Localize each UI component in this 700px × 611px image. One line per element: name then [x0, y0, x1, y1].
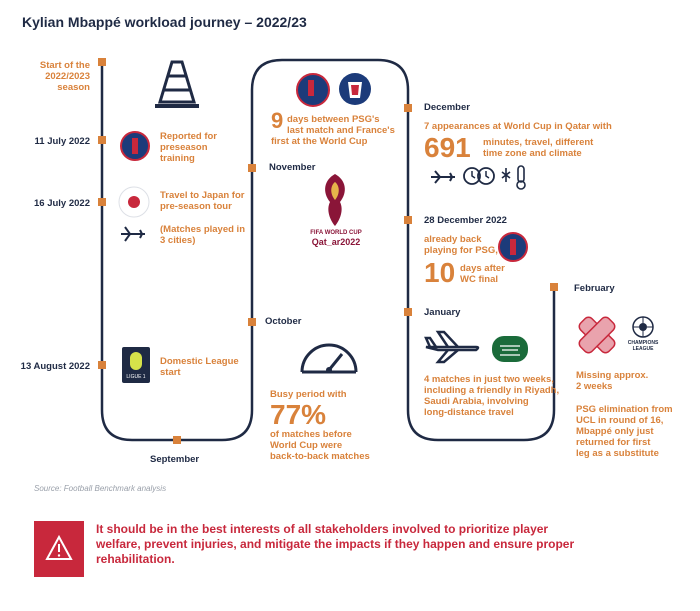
november-big-stat: 9 [271, 108, 284, 133]
wc-label-1: FIFA WORLD CUP [310, 230, 362, 236]
airplane-icon [424, 330, 480, 364]
marker-december [404, 104, 412, 112]
fff-logo-icon [338, 72, 372, 108]
month-february: February [574, 283, 615, 294]
ligue1-text: LIGUE 1 [126, 374, 146, 380]
october-text-2: of matches before World Cup were back-to-back matches [270, 429, 370, 462]
ligue1-logo-icon [122, 347, 150, 383]
world-cup-trophy-icon [318, 172, 352, 230]
jul16-matches: (Matches played in 3 cities) [160, 224, 245, 246]
jul11-text: Reported for preseason training [160, 131, 217, 164]
marker-jul16 [98, 198, 106, 206]
bottom-note: It should be in the best interests of all stakeholders involved to prioritize player welfare, prevent injuries, and mitigate the impacts if they happen and ensure proper rehabilitation. [96, 522, 575, 566]
page-title: Kylian Mbappé workload journey – 2022/23 [22, 14, 307, 30]
jul16-text: Travel to Japan for pre-season tour [160, 190, 245, 212]
warning-icon [34, 521, 84, 577]
psg-logo-icon [120, 131, 150, 161]
marker-september [173, 436, 181, 444]
ucl-label: CHAMPIONS LEAGUE [627, 340, 659, 352]
aug13-text: Domestic League start [160, 356, 239, 378]
airplane-icon [430, 170, 456, 184]
month-october: October [265, 316, 302, 327]
month-november: November [269, 162, 316, 173]
december-text-2: minutes, travel, different time zone and climate [483, 137, 594, 159]
thermometer-icon [500, 164, 530, 190]
traffic-cone-icon [154, 58, 200, 112]
champions-league-icon [632, 316, 654, 338]
marker-november [248, 164, 256, 172]
november-text: days between PSG's last match and France's first at the World Cup [271, 114, 395, 147]
clock-icon [462, 166, 496, 186]
marker-aug13 [98, 361, 106, 369]
start-label: Start of the 2022/2023 season [39, 60, 90, 93]
december-big-stat: 691 [424, 132, 471, 163]
february-text-1: Missing approx. 2 weeks [576, 370, 649, 392]
airplane-icon [120, 226, 146, 242]
marker-jul11 [98, 136, 106, 144]
warning-box [34, 521, 84, 577]
month-december: December [424, 102, 470, 113]
psg-logo-icon [296, 73, 330, 107]
marker-dec28 [404, 216, 412, 224]
date-jul16: 16 July 2022 [34, 198, 90, 209]
date-aug13: 13 August 2022 [20, 361, 90, 372]
date-jul11: 11 July 2022 [34, 136, 90, 147]
october-text-1: Busy period with [270, 389, 347, 400]
marker-october [248, 318, 256, 326]
january-text: 4 matches in just two weeks, including a friendly in Riyadh, Saudi Arabia, involving long-distance travel [424, 374, 560, 418]
bandage-icon [572, 312, 622, 358]
october-big-stat: 77% [270, 399, 327, 430]
dec28-big-stat: 10 [424, 257, 456, 288]
psg-logo-icon [498, 232, 528, 262]
dec28-text-2: days after WC final [460, 263, 505, 285]
february-text-2: PSG elimination from UCL in round of 16, Mbappé only just returned for first leg as a substitute [576, 404, 673, 459]
japan-flag-icon [118, 186, 150, 218]
month-january: January [424, 307, 461, 318]
speedometer-icon [298, 342, 360, 376]
dec28-text-1: already back playing for PSG, [424, 234, 498, 256]
wc-label-2: Qat_ar2022 [311, 237, 361, 247]
month-september: September [150, 454, 200, 465]
marker-february [550, 283, 558, 291]
marker-start [98, 58, 106, 66]
date-dec28: 28 December 2022 [424, 215, 507, 226]
saudi-flag-icon [492, 336, 528, 362]
source-note: Source: Football Benchmark analysis [34, 484, 167, 493]
marker-january [404, 308, 412, 316]
december-text-1: 7 appearances at World Cup in Qatar with [424, 121, 612, 132]
